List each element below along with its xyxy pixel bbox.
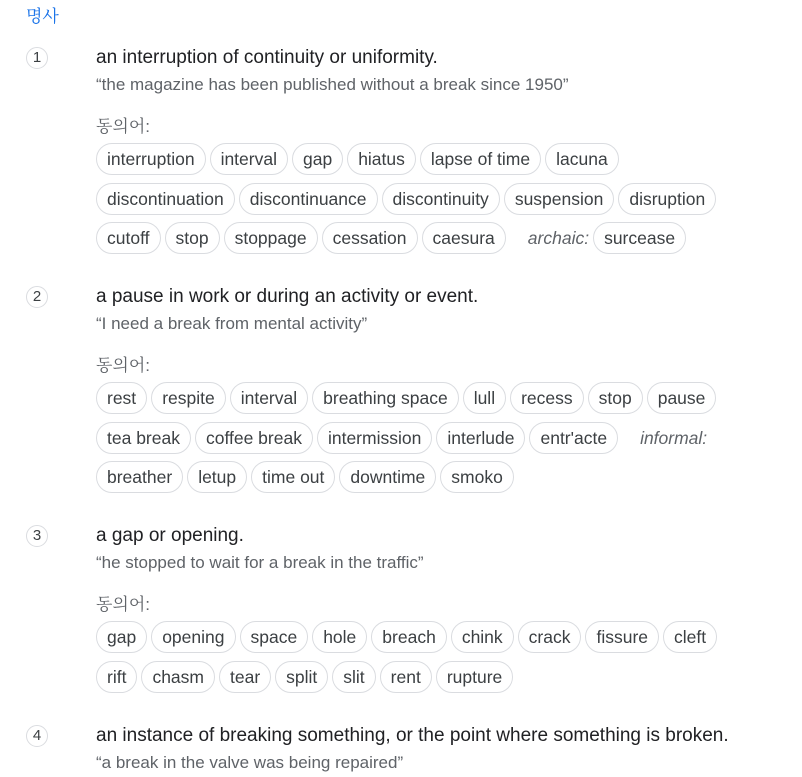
synonym-chip[interactable]: discontinuance (239, 183, 378, 215)
sense-number: 1 (26, 47, 48, 69)
synonym-chip[interactable]: stop (588, 382, 643, 414)
synonym-chip[interactable]: interlude (436, 422, 525, 454)
sense-number: 4 (26, 725, 48, 747)
synonym-chip[interactable]: cessation (322, 222, 418, 254)
example-sentence: “the magazine has been published without a break since 1950” (96, 75, 569, 94)
synonym-chip[interactable]: intermission (317, 422, 432, 454)
definition: an interruption of continuity or uniformity. (96, 47, 438, 68)
synonym-chip[interactable]: discontinuity (382, 183, 500, 215)
definition: a pause in work or during an activity or event. (96, 286, 479, 307)
synonym-row (96, 661, 721, 693)
definition: a gap or opening. (96, 525, 244, 546)
synonym-list (96, 382, 720, 501)
synonym-chip[interactable]: rift (96, 661, 137, 693)
synonym-chip[interactable]: disruption (618, 183, 716, 215)
synonym-chip[interactable]: crack (518, 621, 582, 653)
synonym-chip[interactable]: pause (647, 382, 717, 414)
synonym-chip[interactable]: stop (165, 222, 220, 254)
synonyms-label: 동의어: (96, 117, 150, 136)
synonym-chip[interactable]: letup (187, 461, 247, 493)
synonym-chip[interactable]: lacuna (545, 143, 619, 175)
synonym-chip[interactable]: discontinuation (96, 183, 235, 215)
synonym-chip[interactable]: tear (219, 661, 271, 693)
synonym-chip[interactable]: rest (96, 382, 147, 414)
synonym-chip[interactable]: lapse of time (420, 143, 541, 175)
synonym-row (96, 621, 721, 653)
synonym-chip[interactable]: slit (332, 661, 375, 693)
synonym-chip[interactable]: hole (312, 621, 367, 653)
synonym-chip[interactable]: suspension (504, 183, 615, 215)
synonym-chip[interactable]: rent (380, 661, 432, 693)
synonym-row (96, 382, 720, 414)
synonym-chip[interactable]: smoko (440, 461, 514, 493)
synonym-chip[interactable]: respite (151, 382, 226, 414)
synonym-list (96, 621, 721, 700)
synonym-chip[interactable]: chink (451, 621, 514, 653)
synonym-chip[interactable]: cutoff (96, 222, 161, 254)
synonym-chip[interactable]: time out (251, 461, 335, 493)
definition: an instance of breaking something, or the point where something is broken. (96, 725, 729, 746)
synonym-chip[interactable]: recess (510, 382, 584, 414)
example-sentence: “a break in the valve was being repaired” (96, 753, 404, 772)
synonym-row (96, 222, 720, 254)
synonym-chip[interactable]: hiatus (347, 143, 416, 175)
synonym-chip[interactable]: gap (96, 621, 147, 653)
synonym-chip[interactable]: space (240, 621, 309, 653)
synonym-chip[interactable]: fissure (585, 621, 659, 653)
synonym-chip[interactable]: breach (371, 621, 447, 653)
sense-number: 3 (26, 525, 48, 547)
synonym-chip[interactable]: interval (210, 143, 288, 175)
example-sentence: “I need a break from mental activity” (96, 314, 368, 333)
synonym-chip[interactable]: interval (230, 382, 308, 414)
register-label: archaic: (527, 228, 590, 248)
synonym-chip[interactable]: entr'acte (529, 422, 618, 454)
synonym-chip[interactable]: tea break (96, 422, 191, 454)
synonym-chip[interactable]: gap (292, 143, 343, 175)
synonym-row (96, 422, 720, 454)
synonym-chip[interactable]: surcease (593, 222, 686, 254)
synonym-chip[interactable]: caesura (422, 222, 506, 254)
synonym-chip[interactable]: coffee break (195, 422, 313, 454)
synonym-chip[interactable]: opening (151, 621, 235, 653)
example-sentence: “he stopped to wait for a break in the traffic” (96, 553, 424, 572)
synonyms-label: 동의어: (96, 595, 150, 614)
synonym-chip[interactable]: stoppage (224, 222, 318, 254)
synonym-chip[interactable]: breather (96, 461, 183, 493)
synonym-chip[interactable]: downtime (339, 461, 436, 493)
synonym-chip[interactable]: chasm (141, 661, 215, 693)
synonym-chip[interactable]: lull (463, 382, 506, 414)
synonym-chip[interactable]: breathing space (312, 382, 459, 414)
synonym-chip[interactable]: split (275, 661, 328, 693)
synonym-row (96, 143, 720, 175)
synonym-list (96, 143, 720, 262)
synonym-row (96, 461, 720, 493)
sense-number: 2 (26, 286, 48, 308)
register-label: informal: (640, 427, 708, 448)
synonym-chip[interactable]: interruption (96, 143, 206, 175)
synonym-chip[interactable]: cleft (663, 621, 717, 653)
synonyms-label: 동의어: (96, 356, 150, 375)
part-of-speech-label: 명사 (26, 7, 59, 26)
synonym-row (96, 183, 720, 215)
synonym-chip[interactable]: rupture (436, 661, 513, 693)
